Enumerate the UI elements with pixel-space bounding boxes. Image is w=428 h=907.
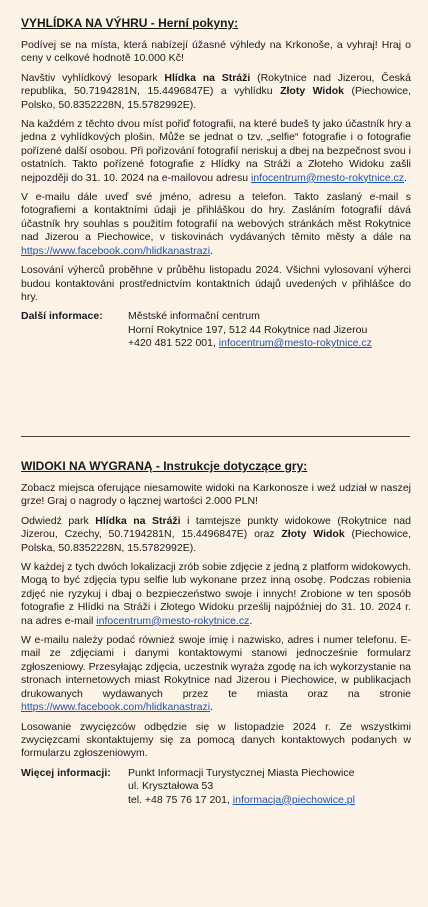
place-name: Złoty Widok <box>281 528 345 541</box>
polish-locations: Odwiedź park Hlídka na Stráži i tamtejsze punkty widokowe (Rokytnice nad Jizerou, Czechy, 50.7194281N, 15.4496847E) oraz Złoty Widok (Piechowice, Polska, 50.8352228N, 15.5782992E). <box>21 514 411 554</box>
facebook-link[interactable]: https://www.facebook.com/hlidkanastrazi <box>21 701 211 714</box>
email-link[interactable]: infocentrum@mesto-rokytnice.cz <box>251 171 405 184</box>
czech-photo-instructions: Na každém z těchto dvou míst pořiď fotografii, na které budeš ty jako účastník hry a jedna z vyhlídkových plošin. Může se jednat o tzv. „selfie“ fotografie i o fotografie pořízené další osobou. Při pořizování fotografií neriskuj a dbej na bezpečnost svou i ostatních. Takto pořízené fotografie z Hlídky na Stráži a Złoteho Widoku zašli nejpozději do 31. 10. 2024 na e-mailovou adresu infocentrum@mesto-rokytnice.cz. <box>21 118 411 184</box>
contact-phone-email: +420 481 522 001, infocentrum@mesto-rokytnice.cz <box>128 337 372 350</box>
contact-name: Punkt Informacji Turystycznej Miasta Piechowice <box>128 766 355 779</box>
email-link[interactable]: infocentrum@mesto-rokytnice.cz <box>96 614 250 627</box>
contact-label: Další informace: <box>21 310 103 323</box>
czech-contact-block <box>21 310 411 350</box>
czech-section <box>21 16 411 351</box>
contact-address: Horní Rokytnice 197, 512 44 Rokytnice nad Jizerou <box>128 323 368 336</box>
contact-label: Więcej informacji: <box>21 766 111 779</box>
email-link[interactable]: informacja@piechowice.pl <box>232 793 355 806</box>
polish-section <box>21 459 411 807</box>
facebook-link[interactable]: https://www.facebook.com/hlidkanastrazi <box>21 244 211 257</box>
czech-heading: VYHLÍDKA NA VÝHRU - Herní pokyny: <box>21 16 239 30</box>
place-name: Hlídka na Stráži <box>164 71 251 84</box>
place-name: Hlídka na Stráži <box>95 514 181 527</box>
polish-photo-instructions: W każdej z tych dwóch lokalizacji zrób sobie zdjęcie z jedną z platform widokowych. Mogą to być zdjęcia typu selfie lub wykonane przez inną osobę. Podczas robienia zdjęć nie ryzykuj i dbaj o bezpieczeństwo swoje i innych! Zrobione w ten sposób fotografie z Hlídki na Stráži i Złotego Widoku prześlij najpóźniej do 31. 10. 2024 r. na adres e-mail infocentrum@mesto-rokytnice.cz. <box>21 561 411 627</box>
czech-draw-info: Losování výherců proběhne v průběhu listopadu 2024. Všichni vylosovaní výherci budou kontaktováni prostřednictvím kontaktních údajů uvedených v přihlášce do hry. <box>21 264 411 303</box>
polish-draw-info: Losowanie zwycięzców odbędzie się w listopadzie 2024 r. Ze wszystkimi zwycięzcami skontaktujemy się za pomocą danych kontaktowych podanych w formularzu zgłoszeniowym. <box>21 720 411 760</box>
contact-details <box>128 767 355 807</box>
polish-email-instructions: W e-mailu należy podać również swoje imię i nazwisko, adres i numer telefonu. E-mail ze zdjęciami i danymi kontaktowymi stanowi jednocześnie formularz zgłoszeniowy. Przesyłając zdjęcia, uczestnik wyraża zgodę na ich wykorzystanie na stronach internetowych miast Rokytnice nad Jizerou i Piechowice, w publikacjach drukowanych wydawanych przez te miasta oraz na stronie https://www.facebook.com/hlidkanastrazi. <box>21 634 411 714</box>
contact-name: Městské informační centrum <box>128 310 260 323</box>
contact-address: ul. Kryształowa 53 <box>128 780 214 793</box>
contact-phone-email: tel. +48 75 76 17 201, informacja@piechowice.pl <box>128 793 355 806</box>
section-divider <box>21 436 410 437</box>
czech-locations: Navštiv vyhlídkový lesopark Hlídka na Stráži (Rokytnice nad Jizerou, Česká republika, 50.7194281N, 15.4496847E) a vyhlídku Złoty Widok (Piechowice, Polsko, 50.8352228N, 15.5782992E). <box>21 71 411 111</box>
polish-intro: Zobacz miejsca oferujące niesamowite widoki na Karkonosze i weź udział w naszej grze! Graj o nagrody o łącznej wartości 2.000 PLN! <box>21 482 411 508</box>
czech-email-instructions: V e-mailu dále uveď své jméno, adresu a telefon. Takto zaslaný e-mail s fotografiemi a kontaktními údaji je přihláškou do hry. Zasláním fotografií dává účastník hry souhlas s použitím fotografií na webových stránkách měst Rokytnice nad Jizerou a Piechowice, v tiskovinách vydávaných těmito městy a dále na https://www.facebook.com/hlidkanastrazi. <box>21 191 411 257</box>
polish-contact-block <box>21 767 411 807</box>
czech-intro: Podívej se na místa, která nabízejí úžasné výhledy na Krkonoše, a vyhraj! Hraj o ceny v celkové hodnotě 10.000 Kč! <box>21 39 411 65</box>
polish-heading: WIDOKI NA WYGRANĄ - Instrukcje dotyczące gry: <box>21 459 308 473</box>
email-link[interactable]: infocentrum@mesto-rokytnice.cz <box>218 337 372 350</box>
contact-details <box>128 310 372 350</box>
place-name: Złoty Widok <box>280 85 345 98</box>
